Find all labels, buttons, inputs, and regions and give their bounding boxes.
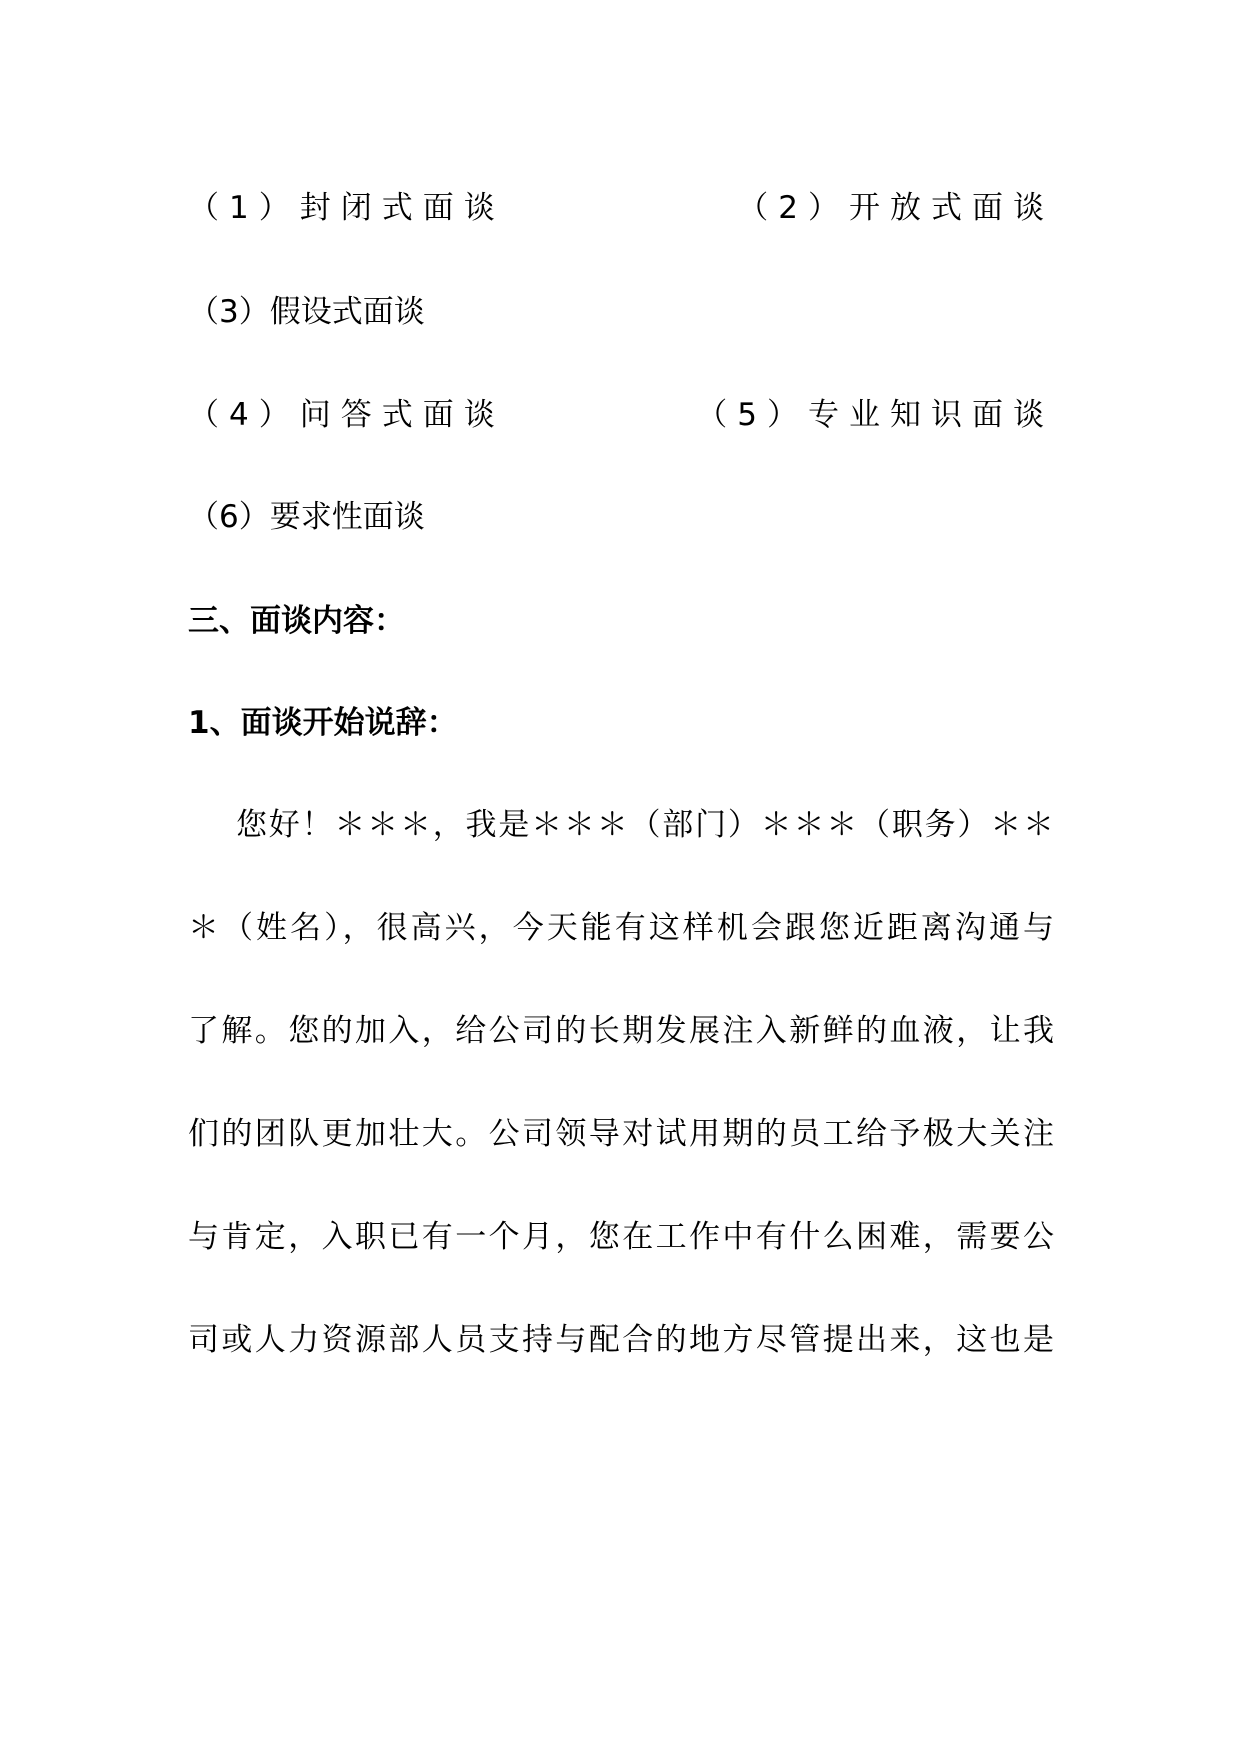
method-hypothetical-interview: （3）假设式面谈 xyxy=(188,294,425,330)
paragraph-line: 了解。您的加入，给公司的长期发展注入新鲜的血液，让我 xyxy=(188,1013,1054,1049)
method-closed-interview: （1）封闭式面谈 xyxy=(188,190,505,226)
paragraph-line: 您好！＊＊＊，我是＊＊＊（部门）＊＊＊（职务）＊＊ xyxy=(236,807,1054,843)
method-open-interview: （2）开放式面谈 xyxy=(737,190,1054,226)
subsection-heading: 1、面谈开始说辞： xyxy=(188,705,458,741)
method-qa-interview: （4）问答式面谈 xyxy=(188,397,505,433)
paragraph-line: 们的团队更加壮大。公司领导对试用期的员工给予极大关注 xyxy=(188,1116,1054,1152)
paragraph-line: 司或人力资源部人员支持与配合的地方尽管提出来，这也是 xyxy=(188,1322,1054,1358)
method-expertise-interview: （5）专业知识面谈 xyxy=(696,397,1054,433)
method-requirement-interview: （6）要求性面谈 xyxy=(188,499,425,535)
paragraph-line: 与肯定，入职已有一个月，您在工作中有什么困难，需要公 xyxy=(188,1219,1054,1255)
method-row-2 xyxy=(188,292,1054,332)
method-row-4 xyxy=(188,497,1054,537)
section-heading: 三、面谈内容： xyxy=(188,603,405,639)
paragraph-line: ＊（姓名），很高兴，今天能有这样机会跟您近距离沟通与 xyxy=(188,910,1054,946)
